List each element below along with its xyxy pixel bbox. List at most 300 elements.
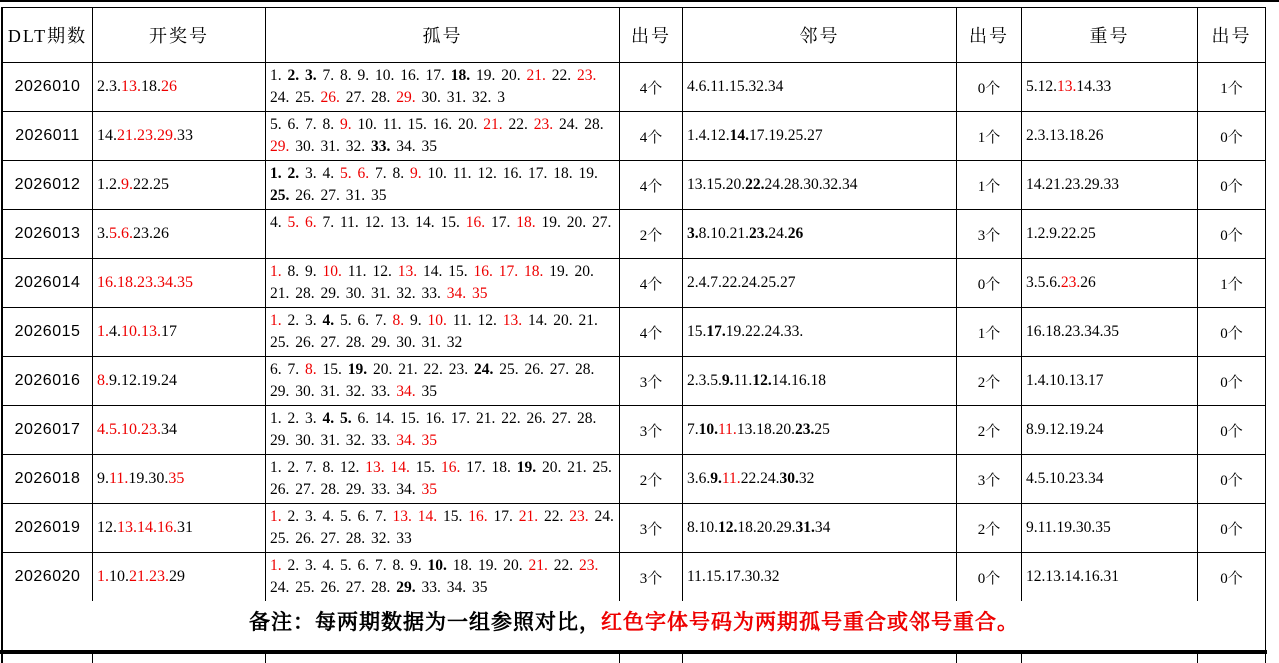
lottery-number: 15. [415, 459, 441, 476]
column-header: 邻号 [683, 8, 957, 63]
lottery-number: 16. [432, 116, 458, 133]
lottery-number: 5. [109, 421, 121, 438]
repeat-out-count-cell: 0个 [1198, 161, 1266, 210]
lottery-number: 9. [710, 470, 722, 487]
lottery-number: 25. [295, 579, 321, 596]
repeat-out-count-cell: 0个 [1198, 504, 1266, 553]
lottery-number: 34. [446, 285, 472, 302]
lottery-number: 26. [320, 579, 346, 596]
lottery-number: 9. [121, 176, 133, 193]
lottery-number: 2. [287, 312, 305, 329]
adjacent-out-count-cell: 2个 [957, 357, 1022, 406]
column-header: DLT期数 [3, 8, 93, 63]
lottery-number: 8. [392, 312, 410, 329]
lottery-number: 32. [396, 285, 422, 302]
lottery-number: 20. [756, 519, 777, 536]
lottery-number: 5. [1037, 470, 1050, 487]
lottery-number: 7. [322, 67, 340, 84]
lottery-number: 31. [320, 432, 346, 449]
adjacent-numbers-cell [683, 210, 957, 259]
lottery-number: 3. [1037, 127, 1050, 144]
adjacent-numbers-cell [683, 63, 957, 112]
isolated-out-count-cell: 2个 [620, 455, 683, 504]
lottery-number: 5. [109, 225, 121, 242]
lottery-number: 8. [287, 263, 305, 280]
lottery-number: 28. [371, 579, 397, 596]
lottery-number: 8. [97, 372, 109, 389]
lottery-number: 29. [270, 383, 296, 400]
lottery-number: 6. [121, 225, 133, 242]
partial-cell [93, 654, 266, 663]
lottery-number: 27. [551, 410, 577, 427]
lottery-number: 23. [448, 361, 474, 378]
lottery-number: 18 [810, 372, 826, 389]
lottery-number: 13. [736, 421, 757, 438]
lottery-number: 33. [371, 138, 397, 155]
draw-numbers-cell [93, 357, 266, 406]
lottery-number: 5. [340, 508, 358, 525]
lottery-number: 21. [528, 557, 554, 574]
lottery-number: 10. [322, 263, 348, 280]
isolated-numbers-cell [266, 357, 620, 406]
isolated-numbers-cell [266, 406, 620, 455]
lottery-number: 18. [117, 274, 137, 291]
lottery-number: 18. [756, 421, 776, 438]
lottery-number: 6. [357, 410, 375, 427]
isolated-numbers-cell [266, 504, 620, 553]
lottery-number: 22. [501, 410, 527, 427]
lottery-number: 26 [153, 225, 169, 242]
lottery-number: 34. [396, 138, 422, 155]
lottery-number: 6. [357, 508, 375, 525]
lottery-number: 9. [109, 372, 121, 389]
lottery-number: 18. [523, 263, 550, 280]
isolated-out-count-cell: 4个 [620, 308, 683, 357]
lottery-number: 3. [305, 165, 323, 182]
lottery-number: 30. [744, 568, 764, 585]
lottery-number: 7. [375, 557, 393, 574]
period-cell: 2026014 [3, 259, 93, 308]
lottery-number: 17. [450, 410, 476, 427]
lottery-number: 9. [305, 263, 323, 280]
lottery-number: 11. [340, 214, 365, 231]
lottery-number: 24. [270, 89, 296, 106]
lottery-number: 2. [109, 176, 121, 193]
lottery-number: 15. [448, 263, 474, 280]
lottery-number: 14. [375, 410, 401, 427]
repeat-out-count-cell: 0个 [1198, 308, 1266, 357]
lottery-number: 2. [287, 508, 305, 525]
lottery-number: 34. [396, 481, 422, 498]
column-header: 出号 [620, 8, 683, 63]
draw-numbers-cell [93, 210, 266, 259]
lottery-number: 33 [1103, 176, 1119, 193]
lottery-number: 10. [427, 165, 453, 182]
lottery-number: 29. [371, 334, 397, 351]
lottery-number: 4. [322, 410, 340, 427]
lottery-number: 9. [1026, 519, 1038, 536]
lottery-number: 1. [270, 557, 288, 574]
lottery-number: 27 [780, 274, 796, 291]
repeat-out-count-cell: 0个 [1198, 455, 1266, 504]
lottery-number: 23. [137, 274, 157, 291]
adjacent-out-count-cell: 3个 [957, 210, 1022, 259]
lottery-number: 19. [725, 323, 746, 340]
lottery-number: 24. [764, 176, 784, 193]
lottery-number: 32. [822, 176, 842, 193]
repeat-numbers-cell [1022, 112, 1198, 161]
lottery-number: 10. [375, 67, 401, 84]
lottery-number: 31 [1103, 568, 1119, 585]
isolated-out-count-cell: 4个 [620, 259, 683, 308]
lottery-number: 7. [710, 274, 722, 291]
lottery-number: 6. [357, 312, 375, 329]
lottery-number: 29. [396, 579, 422, 596]
repeat-numbers-cell [1022, 63, 1198, 112]
lottery-number: 26 [787, 225, 804, 242]
lottery-number: 15. [400, 410, 426, 427]
draw-numbers-cell [93, 63, 266, 112]
isolated-out-count-cell: 4个 [620, 63, 683, 112]
isolated-out-count-cell: 3个 [620, 504, 683, 553]
lottery-number: 24 [1088, 421, 1104, 438]
lottery-number: 8. [305, 361, 323, 378]
lottery-number: 22. [133, 176, 153, 193]
lottery-number: 12. [372, 263, 398, 280]
lottery-number: 29. [776, 519, 796, 536]
lottery-number: 21. [476, 410, 502, 427]
lottery-number: 6. [357, 557, 375, 574]
repeat-numbers-cell [1022, 308, 1198, 357]
lottery-number: 5. [340, 410, 358, 427]
lottery-number: 21. [270, 285, 296, 302]
repeat-out-count-cell: 1个 [1198, 63, 1266, 112]
lottery-number: 7. [375, 165, 393, 182]
partial-cell [266, 654, 620, 663]
isolated-numbers-cell [266, 161, 620, 210]
lottery-number: 24. [764, 323, 784, 340]
lottery-number: 19. [478, 557, 504, 574]
lottery-number: 28. [371, 89, 397, 106]
lottery-number: 5. [340, 557, 358, 574]
lottery-number: 24. [768, 225, 788, 242]
lottery-number: 15. [407, 116, 433, 133]
lottery-number: 25 [814, 421, 830, 438]
lottery-number: 7. [375, 312, 393, 329]
lottery-number: 35 [421, 481, 437, 498]
lottery-number: 10. [1049, 470, 1069, 487]
lottery-number: 16. [791, 372, 811, 389]
lottery-number: 4. [322, 508, 340, 525]
lottery-number: 16. [465, 214, 491, 231]
lottery-number: 13. [1057, 78, 1077, 95]
isolated-numbers-cell [266, 210, 620, 259]
lottery-number: 20. [553, 312, 579, 329]
lottery-number: 33 [1095, 78, 1112, 95]
lottery-number: 23. [579, 557, 599, 574]
lottery-number: 2. [1026, 127, 1038, 144]
lottery-number: 33. [371, 383, 397, 400]
lottery-number: 3. [109, 78, 121, 95]
lottery-number: 16. [97, 274, 117, 291]
lottery-number: 27. [345, 89, 371, 106]
lottery-number: 23. [1068, 470, 1088, 487]
lottery-table [1, 7, 1266, 602]
lottery-number: 4. [698, 274, 711, 291]
repeat-numbers-cell [1022, 455, 1198, 504]
isolated-numbers-cell [266, 112, 620, 161]
lottery-number: 12. [477, 312, 503, 329]
lottery-number: 16. [400, 67, 426, 84]
lottery-number: 21. [398, 361, 424, 378]
lottery-number: 12. [710, 127, 730, 144]
lottery-number: 4. [97, 421, 109, 438]
lottery-number: 29. [320, 285, 346, 302]
isolated-out-count-cell: 3个 [620, 357, 683, 406]
lottery-number: 30. [1075, 519, 1096, 536]
lottery-number: 27. [295, 481, 321, 498]
lottery-number: 1. [1026, 225, 1038, 242]
lottery-number: 27. [320, 187, 346, 204]
lottery-number: 25 [1080, 225, 1096, 242]
lottery-number: 19. [578, 165, 598, 182]
period-cell: 2026012 [3, 161, 93, 210]
column-header: 开奖号 [93, 8, 266, 63]
lottery-number: 35 [371, 187, 387, 204]
lottery-number: 33 [177, 127, 193, 144]
repeat-out-count-cell: 0个 [1198, 553, 1266, 602]
period-cell: 2026020 [3, 553, 93, 602]
isolated-out-count-cell: 2个 [620, 210, 683, 259]
lottery-number: 14. [415, 214, 441, 231]
repeat-numbers-cell [1022, 161, 1198, 210]
repeat-numbers-cell [1022, 553, 1198, 602]
lottery-number: 32. [371, 530, 397, 547]
lottery-number: 3. [687, 470, 699, 487]
lottery-number: 27. [591, 214, 612, 231]
lottery-number: 34. [157, 274, 177, 291]
lottery-number: 29. [270, 432, 296, 449]
lottery-number: 8. [322, 116, 340, 133]
next-table-partial-row [1, 654, 1266, 663]
lottery-number: 5. [340, 165, 358, 182]
lottery-number: 16. [1026, 323, 1046, 340]
lottery-number: 21. [117, 127, 137, 144]
lottery-number: 17. [425, 67, 451, 84]
period-cell: 2026016 [3, 357, 93, 406]
lottery-number: 4. [1037, 372, 1050, 389]
lottery-number: 17. [725, 568, 745, 585]
isolated-numbers-cell [266, 308, 620, 357]
lottery-number: 16. [473, 263, 499, 280]
lottery-number: 3. [305, 508, 323, 525]
lottery-number: 19. [549, 263, 575, 280]
lottery-number: 12. [718, 519, 738, 536]
lottery-number: 34. [446, 579, 472, 596]
lottery-number: 8. [687, 519, 699, 536]
lottery-number: 13. [365, 459, 391, 476]
lottery-number: 19. [141, 372, 161, 389]
lottery-number: 20. [501, 67, 527, 84]
lottery-number: 1. [687, 127, 699, 144]
adjacent-numbers-cell [683, 553, 957, 602]
lottery-number: 3. [305, 410, 323, 427]
lottery-number: 14. [771, 372, 792, 389]
partial-cell [1198, 654, 1266, 663]
lottery-number: 27 [807, 127, 823, 144]
lottery-number: 26. [524, 361, 550, 378]
lottery-number: 21. [1045, 176, 1065, 193]
lottery-number: 20. [566, 214, 592, 231]
lottery-number: 9. [410, 312, 428, 329]
lottery-number: 21. [518, 508, 544, 525]
lottery-number: 31 [177, 519, 193, 536]
lottery-number: 16. [157, 519, 177, 536]
lottery-number: 15. [687, 323, 707, 340]
lottery-number: 29. [396, 89, 422, 106]
lottery-number: 26. [270, 481, 296, 498]
repeat-out-count-cell: 0个 [1198, 357, 1266, 406]
lottery-number: 1. [270, 312, 288, 329]
lottery-number: 1. [1026, 372, 1038, 389]
lottery-number: 3. [1026, 274, 1038, 291]
isolated-numbers-cell [266, 63, 620, 112]
lottery-number: 12. [340, 459, 366, 476]
lottery-number: 16. [425, 410, 451, 427]
lottery-number: 14. [729, 127, 749, 144]
lottery-number: 14. [390, 459, 416, 476]
lottery-number: 2. [1037, 225, 1050, 242]
lottery-number: 34 [842, 176, 858, 193]
lottery-number: 23. [569, 508, 595, 525]
lottery-number: 32 [446, 334, 463, 351]
lottery-number: 31. [320, 138, 346, 155]
lottery-number: 20. [373, 361, 399, 378]
lottery-number: 21. [526, 67, 552, 84]
lottery-number: 12. [97, 519, 117, 536]
lottery-number: 3. [305, 67, 323, 84]
lottery-number: 19. [768, 127, 788, 144]
lottery-number: 22. [721, 274, 742, 291]
lottery-number: 17 [1088, 372, 1104, 389]
lottery-number: 16. [1084, 568, 1104, 585]
lottery-number: 20. [574, 263, 594, 280]
repeat-numbers-cell [1022, 504, 1198, 553]
isolated-out-count-cell: 3个 [620, 406, 683, 455]
lottery-number: 31. [446, 89, 472, 106]
lottery-number: 12. [752, 372, 772, 389]
lottery-number: 28. [783, 176, 804, 193]
lottery-number: 12. [1049, 421, 1069, 438]
lottery-number: 3. [687, 225, 699, 242]
lottery-number: 17. [706, 323, 726, 340]
lottery-number: 30. [779, 470, 799, 487]
lottery-number: 19. [516, 459, 542, 476]
lottery-number: 5. [287, 214, 305, 231]
lottery-number: 20. [503, 557, 529, 574]
lottery-number: 3. [305, 312, 323, 329]
lottery-number: 2. [287, 410, 305, 427]
lottery-number: 32. [345, 138, 371, 155]
lottery-number: 23. [1060, 274, 1081, 291]
lottery-number: 18. [452, 557, 478, 574]
lottery-number: 6. [1049, 274, 1061, 291]
lottery-number: 15. [706, 176, 726, 193]
lottery-number: 11. [721, 470, 741, 487]
lottery-number: 24 [161, 372, 177, 389]
lottery-number: 12. [477, 165, 503, 182]
lottery-number: 7. [287, 361, 305, 378]
adjacent-numbers-cell [683, 406, 957, 455]
lottery-number: 18. [491, 459, 517, 476]
lottery-number: 27. [320, 334, 346, 351]
lottery-number: 11. [347, 263, 373, 280]
lottery-number: 3. [698, 372, 711, 389]
lottery-number: 10. [698, 421, 718, 438]
isolated-numbers-cell [266, 259, 620, 308]
draw-numbers-cell [93, 455, 266, 504]
lottery-number: 7. [322, 214, 340, 231]
lottery-number: 28. [575, 361, 595, 378]
lottery-number: 18. [553, 165, 579, 182]
lottery-number: 3 [497, 89, 505, 106]
lottery-number: 30. [295, 383, 321, 400]
lottery-number: 9. [357, 67, 375, 84]
lottery-number: 35 [168, 470, 185, 487]
lottery-number: 21. [729, 225, 749, 242]
lottery-number: 28. [345, 530, 371, 547]
lottery-number: 10. [710, 225, 730, 242]
lottery-number: 32. [345, 383, 371, 400]
lottery-number: 1. [270, 67, 288, 84]
lottery-number: 5. [270, 116, 288, 133]
lottery-number: 22. [544, 508, 570, 525]
lottery-number: 24. [741, 274, 761, 291]
lottery-number: 11. [710, 78, 730, 95]
lottery-number: 23. [749, 225, 769, 242]
lottery-number: 23. [141, 421, 161, 438]
lottery-number: 13. [1045, 568, 1065, 585]
lottery-number: 34 [1088, 470, 1104, 487]
lottery-number: 35 [472, 579, 488, 596]
lottery-number: 13. [1049, 127, 1069, 144]
lottery-number: 14. [422, 263, 449, 280]
lottery-number: 15. [440, 214, 466, 231]
lottery-number: 29. [345, 481, 371, 498]
period-cell: 2026019 [3, 504, 93, 553]
lottery-number: 32 [763, 568, 780, 585]
lottery-number: 23. [149, 568, 169, 585]
lottery-number: 33. [421, 285, 447, 302]
lottery-number: 6. [305, 214, 323, 231]
lottery-number: 18. [737, 519, 757, 536]
lottery-number: 34 [814, 519, 831, 536]
lottery-number: 17. [493, 508, 519, 525]
lottery-number: 32 [798, 470, 815, 487]
lottery-number: 31. [795, 519, 815, 536]
lottery-number: 10. [121, 421, 141, 438]
lottery-number: 9. [1037, 421, 1050, 438]
draw-numbers-cell [93, 259, 266, 308]
lottery-number: 25. [592, 459, 612, 476]
adjacent-numbers-cell [683, 504, 957, 553]
lottery-number: 13. [117, 519, 137, 536]
lottery-number: 7. [687, 421, 699, 438]
draw-numbers-cell [93, 406, 266, 455]
lottery-number: 19. [541, 214, 567, 231]
lottery-number: 1. [97, 176, 109, 193]
lottery-number: 18. [450, 67, 476, 84]
